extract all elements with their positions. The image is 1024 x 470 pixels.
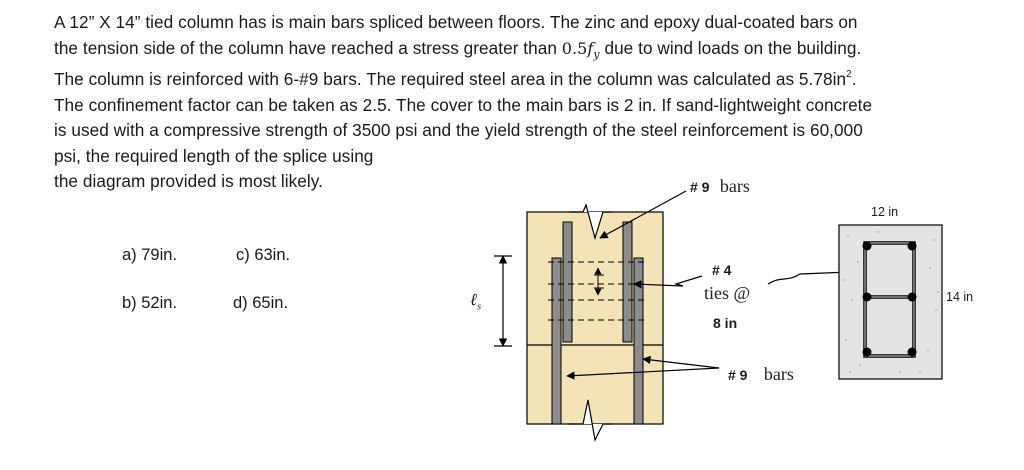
stress-subscript: y <box>593 47 600 61</box>
question-line-4: The confinement factor can be taken as 2.5. The cover to the main bars is 2 in. If sand-lightweight concrete <box>54 94 873 115</box>
question-line-2-start: the tension side of the column have reached a stress greater than <box>54 37 562 58</box>
lower-bar-right <box>634 258 643 424</box>
question-line-6: psi, the required length of the splice using <box>54 145 374 166</box>
section-bar-2 <box>908 242 917 251</box>
question-line-3-start: The column is reinforced with 6-#9 bars. The required steel area in the column was calculated as 5.78in <box>54 69 847 90</box>
option-c[interactable]: c) 63in. <box>236 246 291 264</box>
ties-word: ties @ <box>704 283 751 303</box>
ties-spacing: 8 in <box>713 315 738 331</box>
section-bar-4 <box>908 293 917 302</box>
question-line-2-end: due to wind loads on the building. <box>599 37 862 58</box>
top-bars-word: bars <box>719 176 750 196</box>
option-b[interactable]: b) 52in. <box>122 294 178 312</box>
ties-number: # 4 <box>712 262 732 278</box>
question-line-5: is used with a compressive strength of 3500 psi and the yield strength of the steel reinforcement is 60,000 <box>54 120 863 141</box>
stress-variable: f <box>587 38 594 58</box>
question-line-1: A 12” X 14” tied column has is main bars spliced between floors. The zinc and epoxy dual-coated bars on <box>54 12 858 32</box>
upper-bar-left <box>563 222 572 342</box>
question-line-3-end: . <box>851 69 857 90</box>
section-bar-6 <box>908 348 917 357</box>
question-line-7: the diagram provided is most likely. <box>54 171 323 192</box>
bottom-bars-number: # 9 <box>728 367 748 383</box>
top-bars-label <box>690 176 750 197</box>
leader-to-section <box>768 272 850 284</box>
stress-coefficient: 0.5 <box>561 38 588 58</box>
ls-subscript: s <box>477 301 481 313</box>
area-exponent: 2 <box>846 69 852 81</box>
section-bar-5 <box>863 348 872 357</box>
option-d[interactable]: d) 65in. <box>233 294 289 312</box>
bottom-bars-label <box>728 364 794 385</box>
section-bar-3 <box>863 293 872 302</box>
bottom-bars-word: bars <box>763 364 794 384</box>
lower-bar-left <box>552 258 561 424</box>
upper-bar-right <box>623 222 632 342</box>
top-bars-number: # 9 <box>690 179 710 195</box>
section-bar-1 <box>863 242 872 251</box>
ls-letter: ℓ <box>470 290 478 309</box>
option-a[interactable]: a) 79in. <box>122 246 178 264</box>
splice-length-label <box>470 290 481 312</box>
section-height-label: 14 in <box>946 290 974 304</box>
section-width-label: 12 in <box>871 205 899 219</box>
